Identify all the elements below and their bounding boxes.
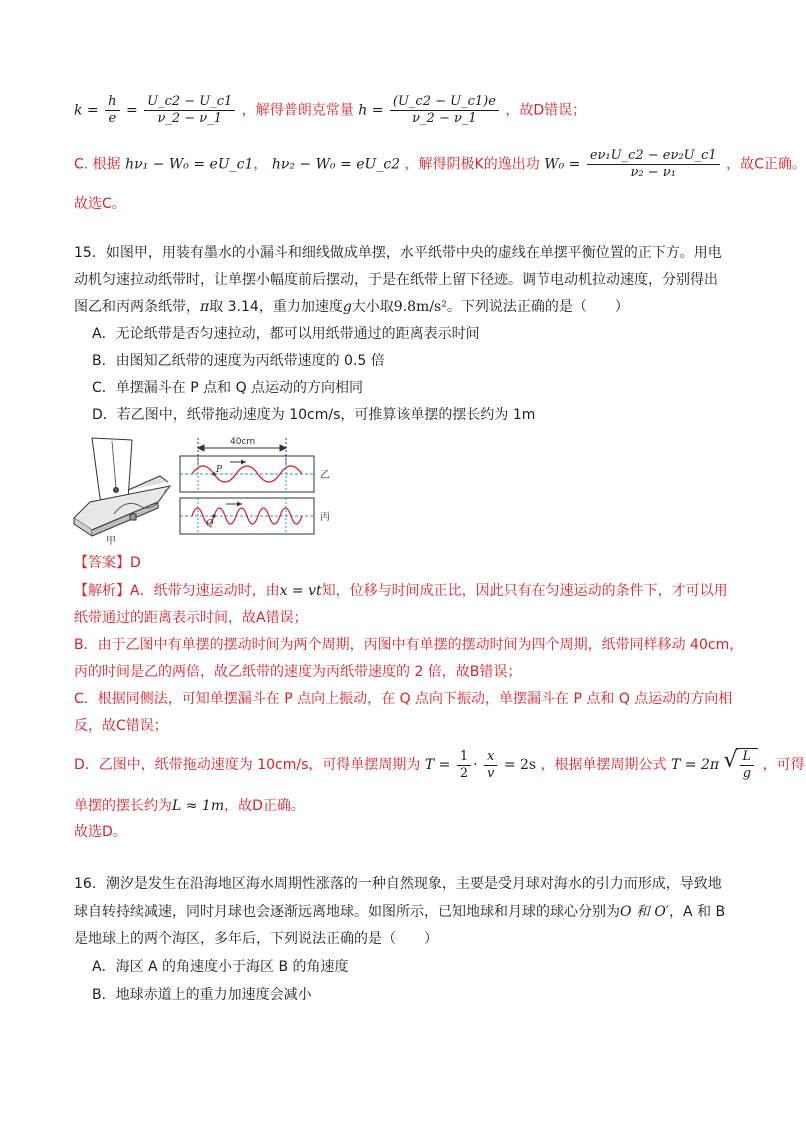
h-label: h = <box>358 102 384 119</box>
half-fraction: $\frac{1}{2}$ <box>457 749 471 782</box>
q15-option-a: A．无论纸带是否匀速拉动，都可以用纸带通过的距离表示时间 <box>92 326 480 342</box>
q16-option-b: B．地球赤道上的重力加速度会减小 <box>92 987 312 1003</box>
pendulum-tape-figure <box>70 428 340 546</box>
c-prefix: C. 根据 <box>74 156 121 173</box>
fig-label-bing: 丙 <box>320 512 330 523</box>
q16-option-a: A．海区 A 的角速度小于海区 B 的角速度 <box>92 959 349 975</box>
planck-fraction: $\frac{(U\_c2 - U\_c1)e}{\nu\_2 - \nu\_1}$ <box>390 94 499 127</box>
fig-label-yi: 乙 <box>320 470 330 481</box>
q15-option-c: C．单摆漏斗在 P 点和 Q 点运动的方向相同 <box>92 380 364 396</box>
c-mid: ，解得阴极K的逸出功 <box>404 156 540 173</box>
choose-d: 故选D。 <box>74 824 127 840</box>
work-function-fraction: $\frac{\text{eν₁U\_c2 − eν₂U\_c1}}{\text{ν₂ − ν₁}}$ <box>587 148 720 181</box>
c-eq2: hν₂ − W₀ = eU_c2 <box>271 156 401 173</box>
analysis-d-line-1: D．乙图中，纸带拖动速度为 10cm/s，可得单摆周期为 T = $\frac{1}{2}$ · $\frac{x}{v}$ = 2s ，根据单摆周期公式 T = 2π √ $\frac{L}{g}$ ，可得 <box>74 748 805 781</box>
q16-line-1: 16．潮汐是发生在沿海地区海水周期性涨落的一种自然现象，主要是受月球对海水的引力而形成，导致地 <box>74 876 722 892</box>
k-text-planck: ，解得普朗克常量 <box>241 102 354 119</box>
sqrt-l-over-g: √ $\frac{L}{g}$ <box>724 748 759 782</box>
c-suffix: ，故C正确。 <box>726 156 806 173</box>
q15-line-3: 图乙和丙两条纸带，π取 3.14，重力加速度g大小取9.8m/s²。下列说法正确的是（ ） <box>74 299 629 315</box>
pendulum-apparatus <box>74 438 170 536</box>
choose-c: 故选C。 <box>74 196 126 212</box>
q15-option-b: B．由图知乙纸带的速度为丙纸带速度的 0.5 倍 <box>92 353 385 369</box>
q16-line-2: 球自转持续减速，同时月球也会逐渐远离地球。如图所示，已知地球和月球的球心分别为O 和 O′，A 和 B <box>74 904 726 920</box>
q15-line-1: 15．如图甲，用装有墨水的小漏斗和细线做成单摆，水平纸带中央的虚线在单摆平衡位置的正下方。用电 <box>74 245 722 261</box>
k-text-d-wrong: ，故D错误； <box>505 102 587 119</box>
q16-line-3: 是地球上的两个海区，多年后，下列说法正确的是（ ） <box>74 931 438 947</box>
x-over-v-fraction: $\frac{x}{v}$ <box>484 749 497 782</box>
w0-label: W₀ = <box>544 156 581 173</box>
analysis-c-line-2: 反，故C错误； <box>74 718 168 734</box>
h-over-e-fraction: $\frac{h}{e}$ <box>105 94 119 127</box>
analysis-d-line-2: 单摆的摆长约为L ≈ 1m，故D正确。 <box>74 798 305 814</box>
fig-label-q: Q <box>206 519 214 529</box>
fig-label-p: P <box>216 465 223 475</box>
analysis-c-line-1: C．根据同侧法，可知单摆漏斗在 P 点向上振动，在 Q 点向下振动，单摆漏斗在 P 点和 Q 点运动的方向相 <box>74 691 733 707</box>
q15-option-d: D．若乙图中，纸带拖动速度为 10cm/s，可推算该单摆的摆长约为 1m <box>92 407 536 423</box>
fig-label-40cm: 40cm <box>230 437 256 447</box>
analysis-b-line-1: B．由于乙图中有单摆的摆动时间为两个周期，丙图中有单摆的摆动时间为四个周期，纸带同样移动 40cm， <box>74 637 744 653</box>
q15-line-2: 动机匀速拉动纸带时，让单摆小幅度前后摆动，于是在纸带上留下径迹。调节电动机拉动速度，分别得出 <box>74 272 718 288</box>
fig-label-jia: 甲 <box>106 536 116 547</box>
work-function-line: C. 根据 hν₁ − W₀ = eU_c1， hν₂ − W₀ = eU_c2 ，解得阴极K的逸出功 W₀ = $\frac{\text{eν₁U\_c2 − eν₂U\_c1}}{\text{ν₂ − ν₁}}$ ，故C正确。 <box>74 148 806 180</box>
answer-15: 【答案】D <box>74 555 141 571</box>
c-eq1: hν₁ − W₀ = eU_c1 <box>125 156 254 173</box>
k-label: k = <box>74 102 99 119</box>
k-formula-line: k = $\frac{h}{e}$ = $\frac{U\_c2 - U\_c1}{\nu\_2 - \nu\_1}$ ，解得普朗克常量 h = $\frac{(U\_c2 - U\_c1)e}{\nu\_2 - \nu\_1}$ ，故D错误； <box>74 94 587 126</box>
analysis-a-line-1: 【解析】A．纸带匀速运动时，由x = vt知，位移与时间成正比，因此只有在匀速运动的条件下，才可以用 <box>74 583 728 599</box>
analysis-a-line-2: 纸带通过的距离表示时间，故A错误； <box>74 610 308 626</box>
voltage-frequency-fraction: $\frac{U\_c2 - U\_c1}{\nu\_2 - \nu\_1}$ <box>144 94 235 127</box>
analysis-b-line-2: 丙的时间是乙的两倍，故乙纸带的速度为丙纸带速度的 2 倍，故B错误； <box>74 664 522 680</box>
